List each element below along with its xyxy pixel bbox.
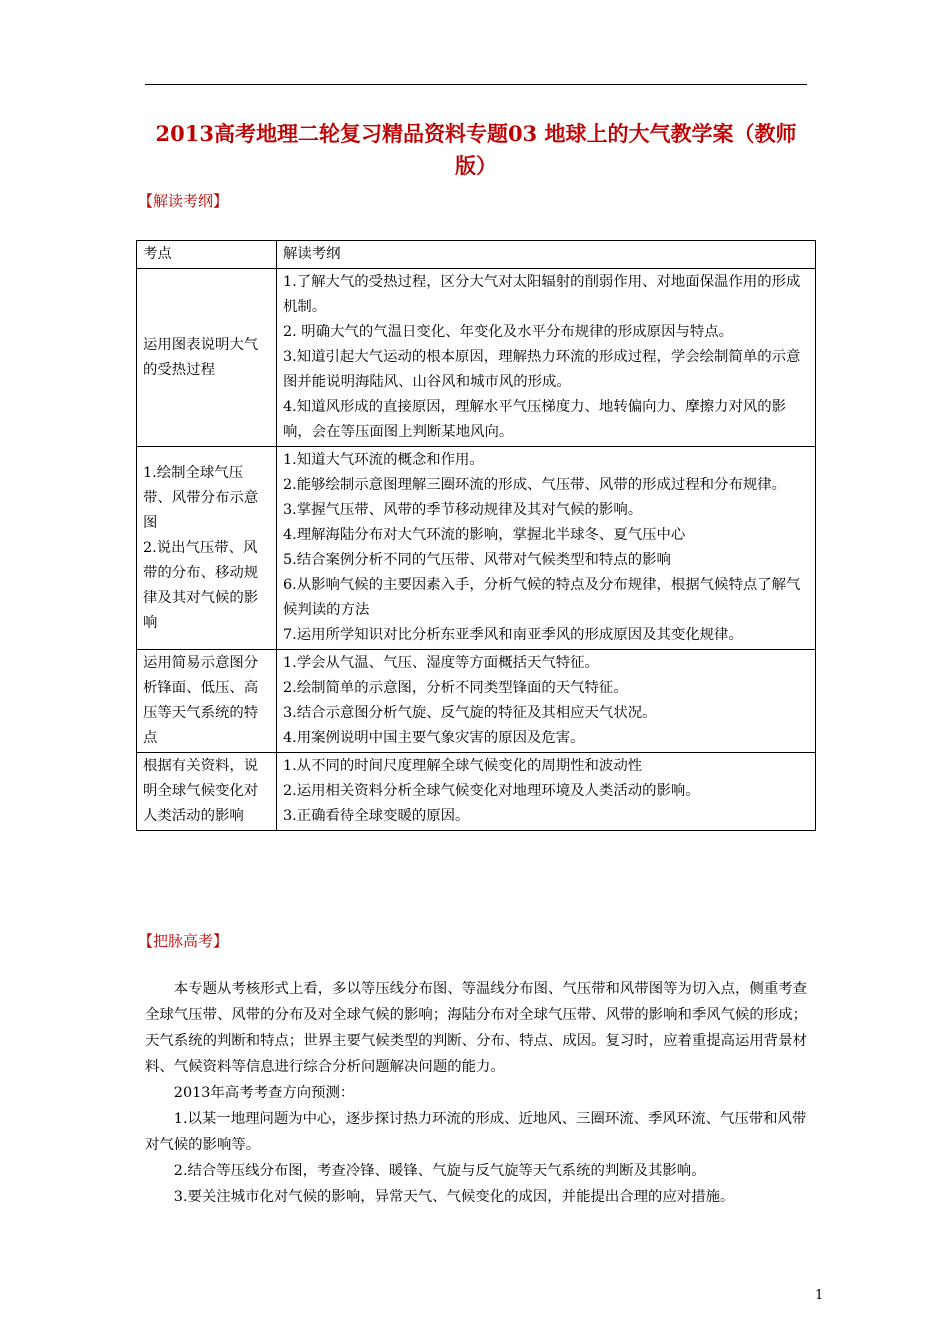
desc-cell (277, 269, 816, 447)
paragraph: 2013年高考考查方向预测： (173, 1085, 355, 1101)
outline-item: 3.掌握气压带、风带的季节移动规律及其对气候的影响。 (283, 502, 643, 518)
topic-line: 2.说出气压带、风带的分布、移动规律及其对气候的影响 (143, 539, 259, 631)
outline-item: 3.结合示意图分析气旋、反气旋的特征及其相应天气状况。 (283, 705, 657, 721)
outline-item: 2.能够绘制示意图理解三圈环流的形成、气压带、风带的形成过程和分布规律。 (283, 477, 787, 493)
outline-item: 4.用案例说明中国主要气象灾害的原因及危害。 (283, 730, 585, 746)
topic-cell: 根据有关资料，说明全球气候变化对人类活动的影响 (137, 753, 277, 831)
outline-item: 1.从不同的时间尺度理解全球气候变化的周期性和波动性 (283, 758, 643, 774)
table-row (137, 753, 816, 831)
header-rule (145, 84, 807, 85)
outline-item: 3.正确看待全球变暖的原因。 (283, 808, 470, 824)
paragraph: 3.要关注城市化对气候的影响，异常天气、气候变化的成因，并能提出合理的应对措施。 (173, 1189, 735, 1205)
page-number: 1 (815, 1288, 824, 1303)
outline-item: 2. 明确大气的气温日变化、年变化及水平分布规律的形成原因与特点。 (283, 324, 734, 340)
table-header-row (137, 241, 816, 269)
table-row (137, 447, 816, 650)
outline-item: 6.从影响气候的主要因素入手，分析气候的特点及分布规律，根据气候特点了解气候判读的方法 (283, 577, 801, 618)
outline-item: 3.知道引起大气运动的根本原因，理解热力环流的形成过程，学会绘制简单的示意图并能说明海陆风、山谷风和城市风的形成。 (283, 349, 801, 390)
body-text (145, 976, 807, 1210)
paragraph: 本专题从考核形式上看，多以等压线分布图、等温线分布图、气压带和风带图等为切入点，侧重考查全球气压带、风带的分布及对全球气候的影响；海陆分布对全球气压带、风带的影响和季风气候的形成；天气系统的判断和特点；世界主要气候类型的判断、分布、特点、成因。复习时，应着重提高运用背景材料、气候资料等信息进行综合分析问题解决问题的能力。 (145, 981, 807, 1075)
page-title: 2013高考地理二轮复习精品资料专题03 地球上的大气教学案（教师版） (155, 121, 797, 178)
outline-item: 1.了解大气的受热过程，区分大气对太阳辐射的削弱作用、对地面保温作用的形成机制。 (283, 274, 801, 315)
outline-item: 2.绘制简单的示意图，分析不同类型锋面的天气特征。 (283, 680, 628, 696)
outline-table (136, 240, 816, 831)
topic-line: 1.绘制全球气压带、风带分布示意图 (143, 464, 259, 531)
outline-item: 5.结合案例分析不同的气压带、风带对气候类型和特点的影响 (283, 552, 671, 568)
topic-cell: 运用图表说明大气的受热过程 (137, 269, 277, 447)
topic-cell: 运用简易示意图分析锋面、低压、高压等天气系统的特点 (137, 650, 277, 753)
section-label-outline: 【解读考纲】 (138, 192, 229, 210)
paragraph: 2.结合等压线分布图，考查冷锋、暖锋、气旋与反气旋等天气系统的判断及其影响。 (173, 1163, 706, 1179)
paragraph: 1.以某一地理问题为中心，逐步探讨热力环流的形成、近地风、三圈环流、季风环流、气压带和风带对气候的影响等。 (145, 1111, 807, 1153)
desc-cell (277, 650, 816, 753)
desc-cell (277, 447, 816, 650)
table-row (137, 269, 816, 447)
outline-item: 1.学会从气温、气压、湿度等方面概括天气特征。 (283, 655, 599, 671)
header-cell-topic: 考点 (137, 241, 277, 269)
outline-item: 2.运用相关资料分析全球气候变化对地理环境及人类活动的影响。 (283, 783, 700, 799)
outline-item: 7.运用所学知识对比分析东亚季风和南亚季风的形成原因及其变化规律。 (283, 627, 743, 643)
outline-item: 4.理解海陆分布对大气环流的影响，掌握北半球冬、夏气压中心 (283, 527, 686, 543)
desc-cell (277, 753, 816, 831)
outline-item: 1.知道大气环流的概念和作用。 (283, 452, 484, 468)
header-cell-outline: 解读考纲 (277, 241, 816, 269)
table-row (137, 650, 816, 753)
section-label-exam: 【把脉高考】 (138, 932, 229, 950)
outline-item: 4.知道风形成的直接原因，理解水平气压梯度力、地转偏向力、摩擦力对风的影响，会在等压面图上判断某地风向。 (283, 399, 787, 440)
topic-cell (137, 447, 277, 650)
